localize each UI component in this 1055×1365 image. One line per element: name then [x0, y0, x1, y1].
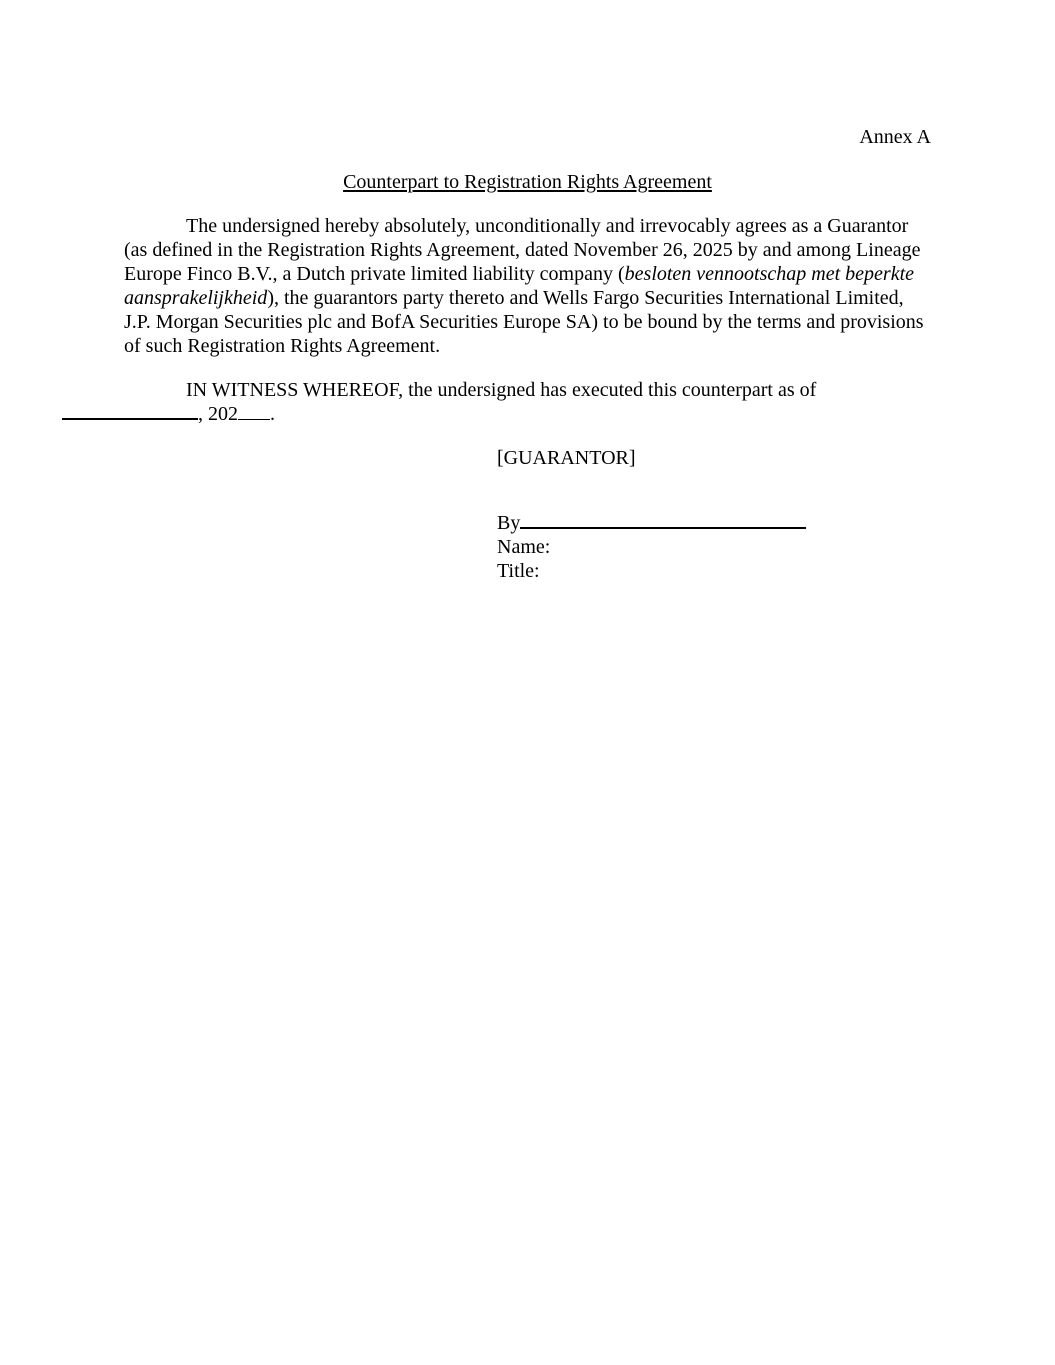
witness-date-line	[62, 402, 934, 426]
year-blank	[238, 403, 270, 420]
agreement-paragraph	[124, 214, 934, 358]
document-title-text: Counterpart to Registration Rights Agreement	[343, 171, 712, 193]
guarantor-label: [GUARANTOR]	[497, 447, 636, 469]
agreement-text-italic: besloten vennootschap met beperkte aansprakelijkheid	[124, 263, 915, 309]
witness-text: IN WITNESS WHEREOF, the undersigned has executed this counterpart as of	[186, 379, 817, 401]
annex-label: Annex A	[859, 126, 931, 148]
date-blank	[62, 402, 198, 420]
witness-paragraph	[124, 378, 934, 426]
by-label: By	[497, 512, 521, 534]
document-title	[0, 170, 1055, 194]
title-label: Title:	[497, 560, 540, 582]
agreement-text-part2: ), the guarantors party thereto and Wells Fargo Securities International Limited, J.P. Morgan Securities plc and BofA Securities Europe SA) to be bound by the terms and provisions of such Registration Rights Agreement.	[124, 287, 924, 357]
signature-blank	[520, 511, 806, 529]
agreement-text-part1: The undersigned hereby absolutely, unconditionally and irrevocably agrees as a Guarantor (as defined in the Registration Rights Agreement, dated November 26, 2025 by and among Lineage Europe Finco B.V., a Dutch private limited liability company (	[124, 215, 921, 285]
witness-end: .	[270, 403, 275, 425]
name-label: Name:	[497, 536, 551, 558]
year-prefix: , 202	[198, 403, 238, 425]
signature-by-line	[497, 511, 806, 535]
